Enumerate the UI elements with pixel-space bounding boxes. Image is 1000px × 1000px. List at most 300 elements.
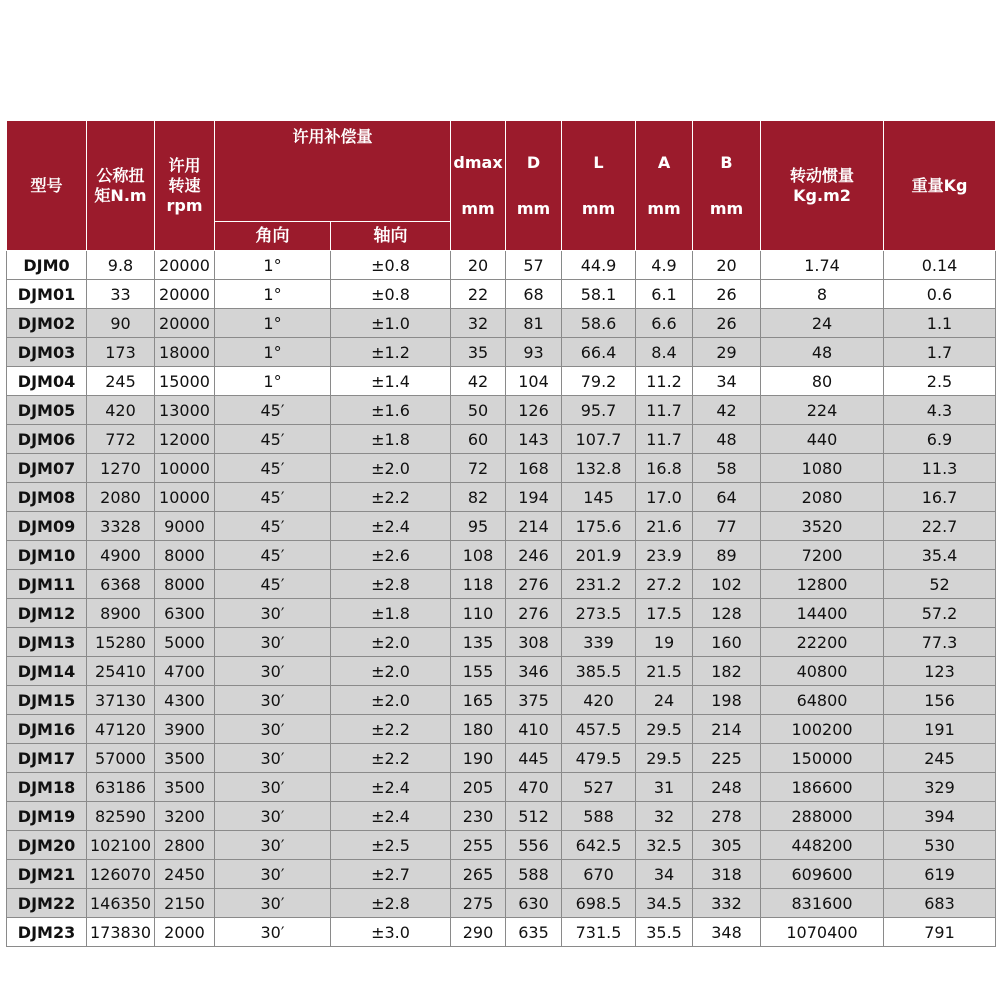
cell-model: DJM13 — [7, 628, 87, 657]
cell-weight: 619 — [884, 860, 996, 889]
cell-B: 77 — [693, 512, 761, 541]
cell-dmax: 118 — [451, 570, 506, 599]
table-row — [7, 425, 996, 454]
cell-model: DJM18 — [7, 773, 87, 802]
cell-torque: 4900 — [87, 541, 155, 570]
cell-weight: 191 — [884, 715, 996, 744]
cell-D: 276 — [506, 599, 562, 628]
cell-A: 8.4 — [636, 338, 693, 367]
cell-D: 168 — [506, 454, 562, 483]
cell-B: 318 — [693, 860, 761, 889]
cell-inertia: 100200 — [761, 715, 884, 744]
cell-inertia: 12800 — [761, 570, 884, 599]
cell-dmax: 255 — [451, 831, 506, 860]
cell-axial: ±2.6 — [331, 541, 451, 570]
cell-angular: 30′ — [215, 715, 331, 744]
cell-dmax: 32 — [451, 309, 506, 338]
cell-dmax: 290 — [451, 918, 506, 947]
cell-speed: 10000 — [155, 454, 215, 483]
cell-angular: 45′ — [215, 425, 331, 454]
cell-angular: 45′ — [215, 454, 331, 483]
cell-model: DJM21 — [7, 860, 87, 889]
cell-speed: 20000 — [155, 309, 215, 338]
cell-weight: 245 — [884, 744, 996, 773]
header-dmax: dmax mm — [451, 121, 506, 251]
cell-A: 24 — [636, 686, 693, 715]
header-axial: 轴向 — [331, 222, 451, 251]
cell-torque: 37130 — [87, 686, 155, 715]
cell-D: 104 — [506, 367, 562, 396]
cell-axial: ±2.0 — [331, 686, 451, 715]
cell-model: DJM08 — [7, 483, 87, 512]
cell-inertia: 448200 — [761, 831, 884, 860]
cell-dmax: 135 — [451, 628, 506, 657]
cell-torque: 173830 — [87, 918, 155, 947]
cell-speed: 20000 — [155, 280, 215, 309]
cell-angular: 45′ — [215, 541, 331, 570]
cell-speed: 3200 — [155, 802, 215, 831]
cell-D: 556 — [506, 831, 562, 860]
cell-inertia: 440 — [761, 425, 884, 454]
cell-A: 11.7 — [636, 425, 693, 454]
cell-axial: ±1.8 — [331, 425, 451, 454]
cell-inertia: 64800 — [761, 686, 884, 715]
cell-axial: ±0.8 — [331, 251, 451, 280]
header-A: A mm — [636, 121, 693, 251]
cell-D: 512 — [506, 802, 562, 831]
cell-B: 214 — [693, 715, 761, 744]
cell-axial: ±3.0 — [331, 918, 451, 947]
cell-angular: 45′ — [215, 512, 331, 541]
cell-speed: 5000 — [155, 628, 215, 657]
cell-weight: 35.4 — [884, 541, 996, 570]
cell-axial: ±2.2 — [331, 715, 451, 744]
cell-D: 126 — [506, 396, 562, 425]
cell-axial: ±2.8 — [331, 889, 451, 918]
cell-model: DJM03 — [7, 338, 87, 367]
cell-angular: 30′ — [215, 831, 331, 860]
cell-D: 194 — [506, 483, 562, 512]
cell-torque: 245 — [87, 367, 155, 396]
cell-weight: 1.1 — [884, 309, 996, 338]
cell-model: DJM20 — [7, 831, 87, 860]
cell-L: 273.5 — [562, 599, 636, 628]
cell-torque: 772 — [87, 425, 155, 454]
cell-B: 198 — [693, 686, 761, 715]
header-model: 型号 — [7, 121, 87, 251]
cell-speed: 20000 — [155, 251, 215, 280]
cell-inertia: 24 — [761, 309, 884, 338]
cell-inertia: 1070400 — [761, 918, 884, 947]
cell-B: 348 — [693, 918, 761, 947]
cell-B: 182 — [693, 657, 761, 686]
cell-B: 26 — [693, 280, 761, 309]
cell-D: 588 — [506, 860, 562, 889]
cell-model: DJM0 — [7, 251, 87, 280]
cell-angular: 1° — [215, 367, 331, 396]
cell-dmax: 265 — [451, 860, 506, 889]
cell-weight: 77.3 — [884, 628, 996, 657]
table-row — [7, 599, 996, 628]
cell-weight: 57.2 — [884, 599, 996, 628]
cell-model: DJM04 — [7, 367, 87, 396]
cell-torque: 6368 — [87, 570, 155, 599]
cell-dmax: 180 — [451, 715, 506, 744]
cell-angular: 45′ — [215, 483, 331, 512]
cell-model: DJM01 — [7, 280, 87, 309]
table-row — [7, 802, 996, 831]
cell-speed: 8000 — [155, 541, 215, 570]
cell-torque: 90 — [87, 309, 155, 338]
table-row — [7, 280, 996, 309]
table-row — [7, 454, 996, 483]
cell-D: 410 — [506, 715, 562, 744]
cell-inertia: 40800 — [761, 657, 884, 686]
cell-speed: 12000 — [155, 425, 215, 454]
header-D: D mm — [506, 121, 562, 251]
cell-inertia: 48 — [761, 338, 884, 367]
cell-dmax: 60 — [451, 425, 506, 454]
cell-dmax: 22 — [451, 280, 506, 309]
cell-inertia: 8 — [761, 280, 884, 309]
cell-torque: 25410 — [87, 657, 155, 686]
cell-inertia: 14400 — [761, 599, 884, 628]
table-row — [7, 860, 996, 889]
cell-A: 4.9 — [636, 251, 693, 280]
cell-A: 6.1 — [636, 280, 693, 309]
cell-B: 42 — [693, 396, 761, 425]
cell-weight: 156 — [884, 686, 996, 715]
table-row — [7, 628, 996, 657]
cell-D: 276 — [506, 570, 562, 599]
cell-A: 31 — [636, 773, 693, 802]
cell-axial: ±2.0 — [331, 454, 451, 483]
cell-weight: 0.6 — [884, 280, 996, 309]
cell-inertia: 224 — [761, 396, 884, 425]
header-L: L mm — [562, 121, 636, 251]
cell-dmax: 155 — [451, 657, 506, 686]
cell-L: 175.6 — [562, 512, 636, 541]
cell-dmax: 20 — [451, 251, 506, 280]
cell-inertia: 22200 — [761, 628, 884, 657]
cell-inertia: 1080 — [761, 454, 884, 483]
cell-D: 81 — [506, 309, 562, 338]
cell-L: 145 — [562, 483, 636, 512]
cell-B: 64 — [693, 483, 761, 512]
cell-dmax: 50 — [451, 396, 506, 425]
cell-torque: 63186 — [87, 773, 155, 802]
cell-B: 248 — [693, 773, 761, 802]
cell-torque: 9.8 — [87, 251, 155, 280]
cell-axial: ±1.4 — [331, 367, 451, 396]
header-torque: 公称扭 矩N.m — [87, 121, 155, 251]
cell-B: 305 — [693, 831, 761, 860]
cell-weight: 791 — [884, 918, 996, 947]
cell-torque: 15280 — [87, 628, 155, 657]
cell-angular: 30′ — [215, 599, 331, 628]
table-row — [7, 773, 996, 802]
cell-speed: 2800 — [155, 831, 215, 860]
cell-A: 16.8 — [636, 454, 693, 483]
cell-inertia: 186600 — [761, 773, 884, 802]
cell-dmax: 108 — [451, 541, 506, 570]
cell-torque: 173 — [87, 338, 155, 367]
cell-inertia: 288000 — [761, 802, 884, 831]
cell-model: DJM05 — [7, 396, 87, 425]
cell-A: 19 — [636, 628, 693, 657]
cell-torque: 33 — [87, 280, 155, 309]
cell-model: DJM09 — [7, 512, 87, 541]
cell-axial: ±2.0 — [331, 628, 451, 657]
cell-A: 6.6 — [636, 309, 693, 338]
cell-speed: 2150 — [155, 889, 215, 918]
cell-torque: 47120 — [87, 715, 155, 744]
cell-L: 132.8 — [562, 454, 636, 483]
cell-B: 128 — [693, 599, 761, 628]
cell-torque: 102100 — [87, 831, 155, 860]
cell-A: 34.5 — [636, 889, 693, 918]
table-row — [7, 889, 996, 918]
cell-B: 160 — [693, 628, 761, 657]
cell-torque: 3328 — [87, 512, 155, 541]
table-row — [7, 367, 996, 396]
cell-speed: 3500 — [155, 744, 215, 773]
cell-B: 278 — [693, 802, 761, 831]
cell-torque: 8900 — [87, 599, 155, 628]
cell-inertia: 150000 — [761, 744, 884, 773]
cell-weight: 2.5 — [884, 367, 996, 396]
cell-angular: 30′ — [215, 686, 331, 715]
cell-axial: ±1.2 — [331, 338, 451, 367]
cell-L: 698.5 — [562, 889, 636, 918]
cell-torque: 126070 — [87, 860, 155, 889]
cell-weight: 123 — [884, 657, 996, 686]
cell-weight: 683 — [884, 889, 996, 918]
cell-L: 527 — [562, 773, 636, 802]
header-angular: 角向 — [215, 222, 331, 251]
cell-L: 44.9 — [562, 251, 636, 280]
cell-L: 66.4 — [562, 338, 636, 367]
cell-B: 29 — [693, 338, 761, 367]
cell-angular: 45′ — [215, 570, 331, 599]
table-header — [7, 121, 996, 251]
cell-axial: ±2.5 — [331, 831, 451, 860]
cell-L: 201.9 — [562, 541, 636, 570]
cell-axial: ±1.6 — [331, 396, 451, 425]
cell-B: 102 — [693, 570, 761, 599]
cell-L: 731.5 — [562, 918, 636, 947]
cell-angular: 1° — [215, 280, 331, 309]
cell-weight: 0.14 — [884, 251, 996, 280]
cell-dmax: 205 — [451, 773, 506, 802]
cell-dmax: 110 — [451, 599, 506, 628]
cell-A: 23.9 — [636, 541, 693, 570]
cell-dmax: 230 — [451, 802, 506, 831]
cell-D: 57 — [506, 251, 562, 280]
cell-dmax: 35 — [451, 338, 506, 367]
table-row — [7, 541, 996, 570]
cell-axial: ±1.8 — [331, 599, 451, 628]
cell-A: 11.7 — [636, 396, 693, 425]
cell-speed: 15000 — [155, 367, 215, 396]
cell-axial: ±2.8 — [331, 570, 451, 599]
cell-L: 642.5 — [562, 831, 636, 860]
cell-A: 35.5 — [636, 918, 693, 947]
cell-inertia: 609600 — [761, 860, 884, 889]
cell-L: 339 — [562, 628, 636, 657]
cell-L: 420 — [562, 686, 636, 715]
cell-B: 20 — [693, 251, 761, 280]
cell-speed: 9000 — [155, 512, 215, 541]
table-row — [7, 251, 996, 280]
cell-D: 375 — [506, 686, 562, 715]
cell-L: 670 — [562, 860, 636, 889]
cell-axial: ±2.4 — [331, 773, 451, 802]
cell-A: 21.5 — [636, 657, 693, 686]
cell-speed: 4700 — [155, 657, 215, 686]
cell-A: 21.6 — [636, 512, 693, 541]
header-compensation: 许用补偿量 — [215, 121, 451, 222]
cell-axial: ±2.2 — [331, 483, 451, 512]
cell-inertia: 80 — [761, 367, 884, 396]
cell-speed: 3900 — [155, 715, 215, 744]
cell-speed: 3500 — [155, 773, 215, 802]
table-row — [7, 570, 996, 599]
cell-speed: 6300 — [155, 599, 215, 628]
header-B: B mm — [693, 121, 761, 251]
cell-L: 588 — [562, 802, 636, 831]
table-row — [7, 657, 996, 686]
cell-angular: 30′ — [215, 657, 331, 686]
cell-model: DJM23 — [7, 918, 87, 947]
cell-angular: 30′ — [215, 802, 331, 831]
cell-A: 32 — [636, 802, 693, 831]
cell-axial: ±2.7 — [331, 860, 451, 889]
cell-L: 385.5 — [562, 657, 636, 686]
coupling-spec-table — [6, 120, 996, 947]
cell-inertia: 3520 — [761, 512, 884, 541]
cell-L: 457.5 — [562, 715, 636, 744]
cell-B: 89 — [693, 541, 761, 570]
cell-B: 58 — [693, 454, 761, 483]
cell-A: 17.5 — [636, 599, 693, 628]
cell-dmax: 72 — [451, 454, 506, 483]
cell-inertia: 2080 — [761, 483, 884, 512]
cell-speed: 2000 — [155, 918, 215, 947]
cell-angular: 30′ — [215, 773, 331, 802]
cell-A: 34 — [636, 860, 693, 889]
cell-dmax: 275 — [451, 889, 506, 918]
cell-model: DJM12 — [7, 599, 87, 628]
cell-D: 246 — [506, 541, 562, 570]
cell-A: 29.5 — [636, 744, 693, 773]
cell-angular: 30′ — [215, 744, 331, 773]
cell-torque: 57000 — [87, 744, 155, 773]
cell-speed: 8000 — [155, 570, 215, 599]
header-weight: 重量Kg — [884, 121, 996, 251]
cell-angular: 30′ — [215, 860, 331, 889]
cell-L: 231.2 — [562, 570, 636, 599]
cell-dmax: 95 — [451, 512, 506, 541]
cell-L: 107.7 — [562, 425, 636, 454]
table-row — [7, 338, 996, 367]
cell-axial: ±2.0 — [331, 657, 451, 686]
cell-weight: 4.3 — [884, 396, 996, 425]
cell-speed: 4300 — [155, 686, 215, 715]
cell-angular: 1° — [215, 309, 331, 338]
cell-B: 26 — [693, 309, 761, 338]
cell-L: 79.2 — [562, 367, 636, 396]
cell-model: DJM16 — [7, 715, 87, 744]
cell-D: 308 — [506, 628, 562, 657]
cell-dmax: 190 — [451, 744, 506, 773]
cell-L: 58.1 — [562, 280, 636, 309]
cell-weight: 530 — [884, 831, 996, 860]
cell-dmax: 165 — [451, 686, 506, 715]
cell-angular: 1° — [215, 251, 331, 280]
table-row — [7, 309, 996, 338]
cell-torque: 146350 — [87, 889, 155, 918]
cell-weight: 394 — [884, 802, 996, 831]
cell-B: 48 — [693, 425, 761, 454]
cell-L: 58.6 — [562, 309, 636, 338]
cell-model: DJM07 — [7, 454, 87, 483]
cell-axial: ±2.4 — [331, 802, 451, 831]
cell-D: 630 — [506, 889, 562, 918]
table-row — [7, 744, 996, 773]
cell-D: 470 — [506, 773, 562, 802]
table-row — [7, 686, 996, 715]
table-row — [7, 396, 996, 425]
cell-D: 445 — [506, 744, 562, 773]
cell-model: DJM17 — [7, 744, 87, 773]
table-row — [7, 512, 996, 541]
cell-B: 34 — [693, 367, 761, 396]
cell-model: DJM14 — [7, 657, 87, 686]
cell-angular: 45′ — [215, 396, 331, 425]
cell-speed: 2450 — [155, 860, 215, 889]
table-row — [7, 483, 996, 512]
cell-inertia: 831600 — [761, 889, 884, 918]
cell-model: DJM11 — [7, 570, 87, 599]
table-body — [7, 251, 996, 947]
cell-speed: 18000 — [155, 338, 215, 367]
cell-weight: 1.7 — [884, 338, 996, 367]
cell-angular: 1° — [215, 338, 331, 367]
cell-A: 29.5 — [636, 715, 693, 744]
cell-torque: 420 — [87, 396, 155, 425]
cell-angular: 30′ — [215, 889, 331, 918]
header-inertia: 转动惯量 Kg.m2 — [761, 121, 884, 251]
table-row — [7, 715, 996, 744]
cell-axial: ±0.8 — [331, 280, 451, 309]
cell-A: 32.5 — [636, 831, 693, 860]
cell-D: 214 — [506, 512, 562, 541]
cell-axial: ±2.4 — [331, 512, 451, 541]
cell-angular: 30′ — [215, 918, 331, 947]
cell-weight: 22.7 — [884, 512, 996, 541]
cell-L: 95.7 — [562, 396, 636, 425]
cell-model: DJM02 — [7, 309, 87, 338]
cell-D: 93 — [506, 338, 562, 367]
cell-weight: 329 — [884, 773, 996, 802]
cell-A: 11.2 — [636, 367, 693, 396]
cell-B: 225 — [693, 744, 761, 773]
table-row — [7, 918, 996, 947]
table-row — [7, 831, 996, 860]
cell-weight: 11.3 — [884, 454, 996, 483]
cell-weight: 16.7 — [884, 483, 996, 512]
